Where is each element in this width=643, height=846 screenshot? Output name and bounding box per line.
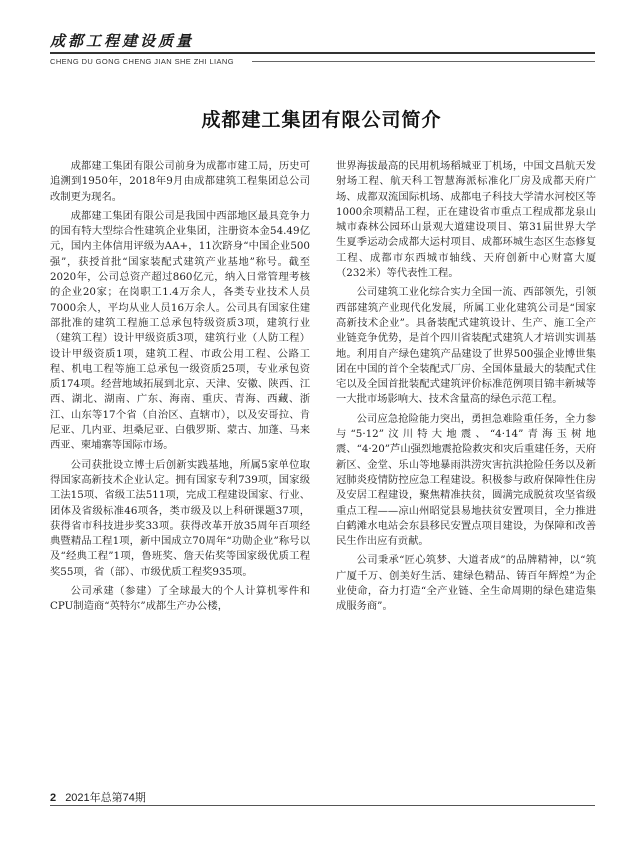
footer-rule xyxy=(50,805,595,806)
header-thin-rule xyxy=(252,61,595,62)
paragraph: 公司建筑工业化综合实力全国一流、西部领先，引领西部建筑产业现代化发展，所属工业化建筑公司是“国家高新技术企业”。具备装配式建筑设计、生产、施工全产业链竞争优势，是首个四川省装配式建筑人才培训实训基地。利用自产绿色建筑产品建设了世界500强企业博世集团在中国的首个全装配式厂房、全国体量最大的装配式住宅以及全国首批装配式建筑评价标准范例项目锦丰新城等一大批市场影响大、技术含量高的绿色示范工程。 xyxy=(336,286,596,406)
paragraph: 成都建工集团有限公司是我国中西部地区最具竞争力的国有特大型综合性建筑企业集团，注册资本金54.49亿元，国内主体信用评级为AA+，11次跻身“中国企业500强”，获授首批“国家装配式建筑产业基地”称号。截至2020年，公司总资产超过860亿元，纳入日常管理考核的企业20家；在岗职工1.4万余人，各类专业技术人员7000余人，平均从业人员16万余人。公司具有国家住建部批准的建筑工程施工总承包特级资质3项，建筑行业（建筑工程）设计甲级资质3项，建筑行业（人防工程）设计甲级资质1项，建筑工程、市政公用工程、公路工程、机电工程等施工总承包一级资质25项，专业承包资质174项。经营地域拓展到北京、天津、安徽、陕西、江西、湖北、湖南、广东、海南、重庆、青海、西藏、浙江、山东等17个省（自治区、直辖市），以及安哥拉、肯尼亚、几内亚、坦桑尼亚、白俄罗斯、蒙古、加蓬、马来西亚、柬埔寨等国际市场。 xyxy=(50,209,310,452)
paragraph: 公司秉承“匠心筑梦、大道者成”的品牌精神，以“筑广厦千万、创美好生活、建绿色精品、铸百年辉煌”为企业使命，奋力打造“全产业链、全生命周期的绿色建造集成服务商”。 xyxy=(336,554,596,613)
page-number: 2 xyxy=(50,792,57,804)
magazine-title: 成都工程建设质量 xyxy=(50,32,195,50)
page-footer xyxy=(50,789,146,805)
left-column xyxy=(50,159,310,619)
paragraph: 公司承建（参建）了全球最大的个人计算机零件和CPU制造商“英特尔”成都生产办公楼， xyxy=(50,585,310,613)
paragraph: 成都建工集团有限公司前身为成都市建工局，历史可追溯到1950年，2018年9月由成都建筑工程集团总公司改制更为现名。 xyxy=(50,160,310,203)
issue-label: 2021年总第74期 xyxy=(65,792,146,804)
paragraph-continued: 世界海拔最高的民用机场稻城亚丁机场，中国文昌航天发射场工程、航天科工智慧海派标准化厂房及成都天府广场、成都双流国际机场、成都电子科技大学清水河校区等1000余项精品工程，正在建设省市重点工程成都龙泉山城市森林公园环山景观大道建设项目、第31届世界大学生夏季运动会成都大运村项目、成都环城生态区生态修复工程、成都市东西城市轴线、天府创新中心财富大厦（232米）等代表性工程。 xyxy=(336,160,596,280)
paragraph: 公司应急抢险能力突出，勇担急难险重任务，全力参与“5·12”汶川特大地震、“4·14”青海玉树地震、“4·20”芦山强烈地震抢险救灾和灾后重建任务，天府新区、金堂、乐山等地暴雨洪涝灾害抗洪抢险任务以及新冠肺炎疫情防控应急工程建设。积极参与政府保障性住房及安居工程建设，聚焦精准扶贫，圆满完成脱贫攻坚省级重点工程——凉山州昭觉县易地扶贫安置项目，全力推进白鹤滩水电站会东县移民安置点项目建设，为保障和改善民生作出应有贡献。 xyxy=(336,412,596,548)
article-title: 成都建工集团有限公司简介 xyxy=(201,109,442,131)
header-rule xyxy=(50,52,595,54)
paragraph: 公司获批设立博士后创新实践基地，所属5家单位取得国家高新技术企业认定。拥有国家专利739项，国家级工法15项、省级工法511项，完成工程建设国家、行业、团体及省级标准46项各，类市级及以上科研课题37项，获得省市科技进步奖33项。获得改革开放35周年百项经典暨精品工程1项，新中国成立70周年“功勋企业”称号以及“经典工程”1项，鲁班奖、詹天佑奖等国家级优质工程奖55项，省（部）、市级优质工程奖935项。 xyxy=(50,458,310,578)
magazine-pinyin: CHENG DU GONG CHENG JIAN SHE ZHI LIANG xyxy=(50,57,234,66)
right-column xyxy=(336,159,596,619)
